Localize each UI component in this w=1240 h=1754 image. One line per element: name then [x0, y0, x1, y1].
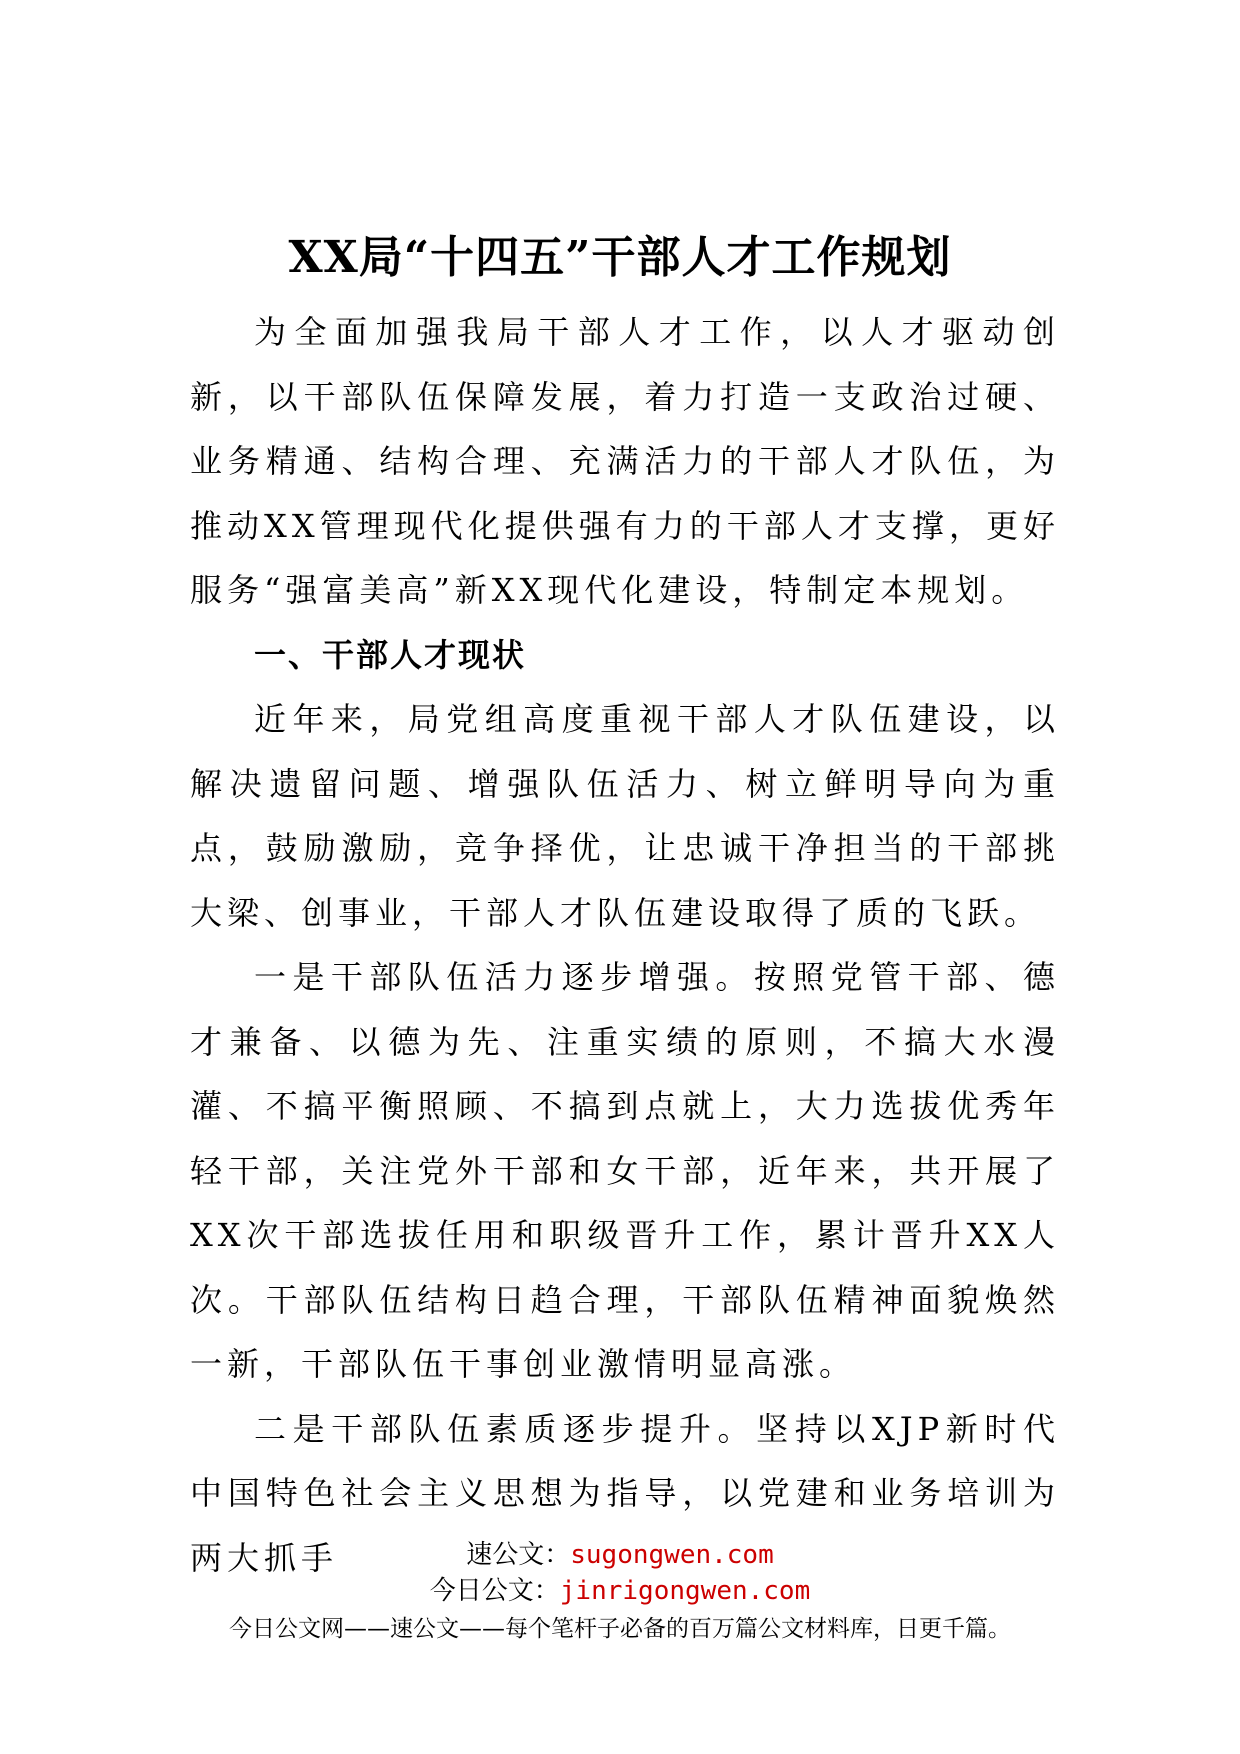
footer-line-sugongwen — [0, 1537, 1240, 1573]
footer-label-sugongwen: 速公文： — [466, 1540, 571, 1570]
document-title: XX局“十四五”干部人才工作规划 — [288, 232, 952, 283]
section-heading: 一、干部人才现状 — [254, 635, 527, 674]
document-body — [190, 300, 1060, 1590]
paragraph-status: 近年来，局党组高度重视干部人才队伍建设，以解决遗留问题、增强队伍活力、树立鲜明导向为重点，鼓励激励，竞争择优，让忠诚干净担当的干部挑大梁、创事业，干部人才队伍建设取得了质的飞跃。 — [190, 700, 1060, 932]
footer-slogan: 今日公文网——速公文——每个笔杆子必备的百万篇公文材料库，日更千篇。 — [229, 1616, 1011, 1642]
footer-label-jinrigongwen: 今日公文： — [429, 1576, 560, 1606]
paragraph-vitality: 一是干部队伍活力逐步增强。按照党管干部、德才兼备、以德为先、注重实绩的原则，不搞大水漫灌、不搞平衡照顾、不搞到点就上，大力选拔优秀年轻干部，关注党外干部和女干部，近年来，共开展了XX次干部选拔任用和职级晋升工作，累计晋升XX人次。干部队伍结构日趋合理，干部队伍精神面貌焕然一新，干部队伍干事创业激情明显高涨。 — [190, 958, 1060, 1383]
footer-line-jinrigongwen — [0, 1573, 1240, 1609]
paragraph-quality: 二是干部队伍素质逐步提升。坚持以XJP新时代中国特色社会主义思想为指导，以党建和业务培训为两大抓手 — [190, 1409, 1060, 1577]
footer — [0, 1537, 1240, 1649]
footer-link-sugongwen[interactable]: sugongwen.com — [570, 1540, 774, 1570]
footer-link-jinrigongwen[interactable]: jinrigongwen.com — [559, 1576, 811, 1606]
intro-paragraph: 为全面加强我局干部人才工作，以人才驱动创新，以干部队伍保障发展，着力打造一支政治过硬、业务精通、结构合理、充满活力的干部人才队伍，为推动XX管理现代化提供强有力的干部人才支撑，更好服务“强富美高”新XX现代化建设，特制定本规划。 — [190, 313, 1060, 609]
